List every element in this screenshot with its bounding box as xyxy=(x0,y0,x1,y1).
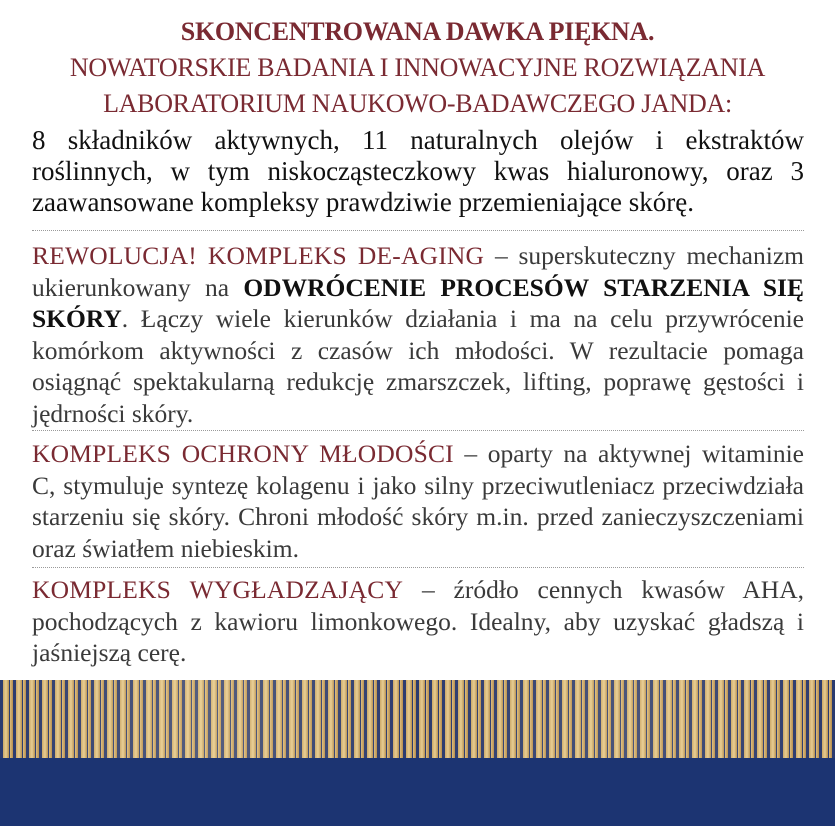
section-heading: KOMPLEKS WYGŁADZAJĄCY xyxy=(32,575,404,604)
section-text: – oparty na aktywnej witaminie C, stymuluje syntezę kolagenu i jako silny przeciwutleniacz przeciwdziała starzeniu się skóry. Chroni młodość skóry m.in. przed zanieczyszczeniami oraz światłem niebieskim. xyxy=(32,439,804,563)
section-wygladzajacy xyxy=(32,574,804,669)
gold-stripe-band xyxy=(0,680,835,758)
section-text: – źródło cennych kwasów AHA, pochodzących z kawioru limonkowego. Idealny, aby uzyskać gładszą i jaśniejszą cerę. xyxy=(32,575,804,667)
section-heading: KOMPLEKS OCHRONY MŁODOŚCI xyxy=(32,439,454,468)
intro-paragraph: 8 składników aktywnych, 11 naturalnych olejów i ekstraktów roślinnych, w tym niskocząsteczkowy kwas hialuronowy, oraz 3 zaawansowane kompleksy prawdziwie przemieniające skórę. xyxy=(32,125,804,217)
title-line-2: NOWATORSKIE BADANIA I INNOWACYJNE ROZWIĄZANIA xyxy=(69,53,766,82)
title-line-1: SKONCENTROWANA DAWKA PIĘKNA. xyxy=(180,17,655,46)
divider xyxy=(32,567,804,568)
section-heading: REWOLUCJA! KOMPLEKS DE-AGING xyxy=(32,241,485,270)
page-title xyxy=(0,14,835,122)
divider xyxy=(32,430,804,431)
section-text: – superskuteczny mechanizm ukierunkowany na xyxy=(32,241,804,302)
section-highlight: ODWRÓCENIE PROCESÓW STARZENIA SIĘ SKÓRY xyxy=(32,272,804,333)
title-line-3: LABORATORIUM NAUKOWO-BADAWCZEGO JANDA: xyxy=(103,89,732,118)
navy-band xyxy=(0,758,835,826)
section-ochrona xyxy=(32,438,804,564)
section-de-aging xyxy=(32,240,804,429)
section-text: . Łączy wiele kierunków działania i ma na celu przywrócenie komórkom aktywności z czasów ich młodości. W rezultacie pomaga osiągnąć spektakularną redukcję zmarszczek, lifting, poprawę gęstości i jędrności skóry. xyxy=(32,304,804,428)
divider xyxy=(32,230,804,231)
